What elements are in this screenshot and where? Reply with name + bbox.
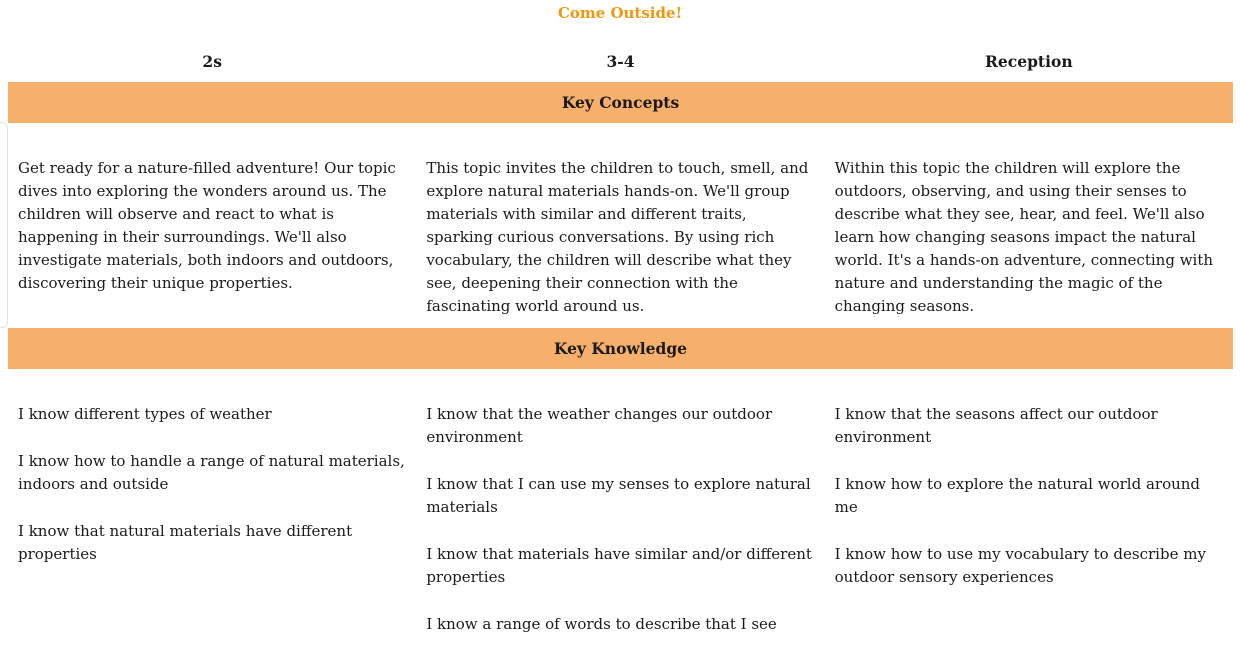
- section-band-key-knowledge: [8, 328, 1233, 369]
- column-header-2s: 2s: [202, 52, 222, 71]
- column-header-reception: Reception: [985, 52, 1073, 71]
- key-concepts-row: [8, 157, 1233, 318]
- knowledge-item: I know that materials have similar and/or different properties: [426, 545, 812, 586]
- knowledge-item: I know that the seasons affect our outdoor environment: [834, 405, 1158, 446]
- column-headers: [8, 52, 1233, 74]
- section-band-key-concepts: [8, 82, 1233, 123]
- key-knowledge-row: [8, 403, 1233, 660]
- knowledge-item: I know how to use my vocabulary to describe my outdoor sensory experiences: [834, 545, 1206, 586]
- knowledge-item: I know different types of weather: [18, 405, 272, 423]
- column-header-3-4: 3-4: [606, 52, 635, 71]
- concept-cell-reception: Within this topic the children will explore the outdoors, observing, and using their senses to describe what they see, hear, and feel. We'll also learn how changing seasons impact the natural world. It's a hands-on adventure, connecting with nature and understanding the magic of the changing seasons.: [834, 159, 1214, 315]
- knowledge-cell-2s: [8, 403, 416, 660]
- section-label-key-knowledge: Key Knowledge: [553, 339, 688, 358]
- knowledge-item: I know how to handle a range of natural materials, indoors and outside: [18, 452, 405, 493]
- concept-cell-3-4: This topic invites the children to touch, smell, and explore natural materials hands-on. We'll group materials with similar and different traits, sparking curious conversations. By using rich vocabulary, the children will describe what they see, deepening their connection with the fascinating world around us.: [426, 159, 809, 315]
- knowledge-item: I know that natural materials have different properties: [18, 522, 353, 563]
- knowledge-item: I know that I can use my senses to explore natural materials: [426, 475, 811, 516]
- knowledge-item: I know how to explore the natural world around me: [834, 475, 1201, 516]
- side-tab: [0, 122, 8, 328]
- section-label-key-concepts: Key Concepts: [561, 93, 680, 112]
- knowledge-cell-3-4: [416, 403, 824, 660]
- knowledge-item: I know a range of words to describe that I see: [426, 615, 777, 633]
- knowledge-item: I know that the weather changes our outdoor environment: [426, 405, 773, 446]
- concept-cell-2s: Get ready for a nature-filled adventure! Our topic dives into exploring the wonders around us. The children will observe and react to what is happening in their surroundings. We'll also investigate materials, both indoors and outdoors, discovering their unique properties.: [18, 159, 396, 292]
- page-title: Come Outside!: [557, 4, 683, 22]
- knowledge-cell-reception: [825, 403, 1233, 660]
